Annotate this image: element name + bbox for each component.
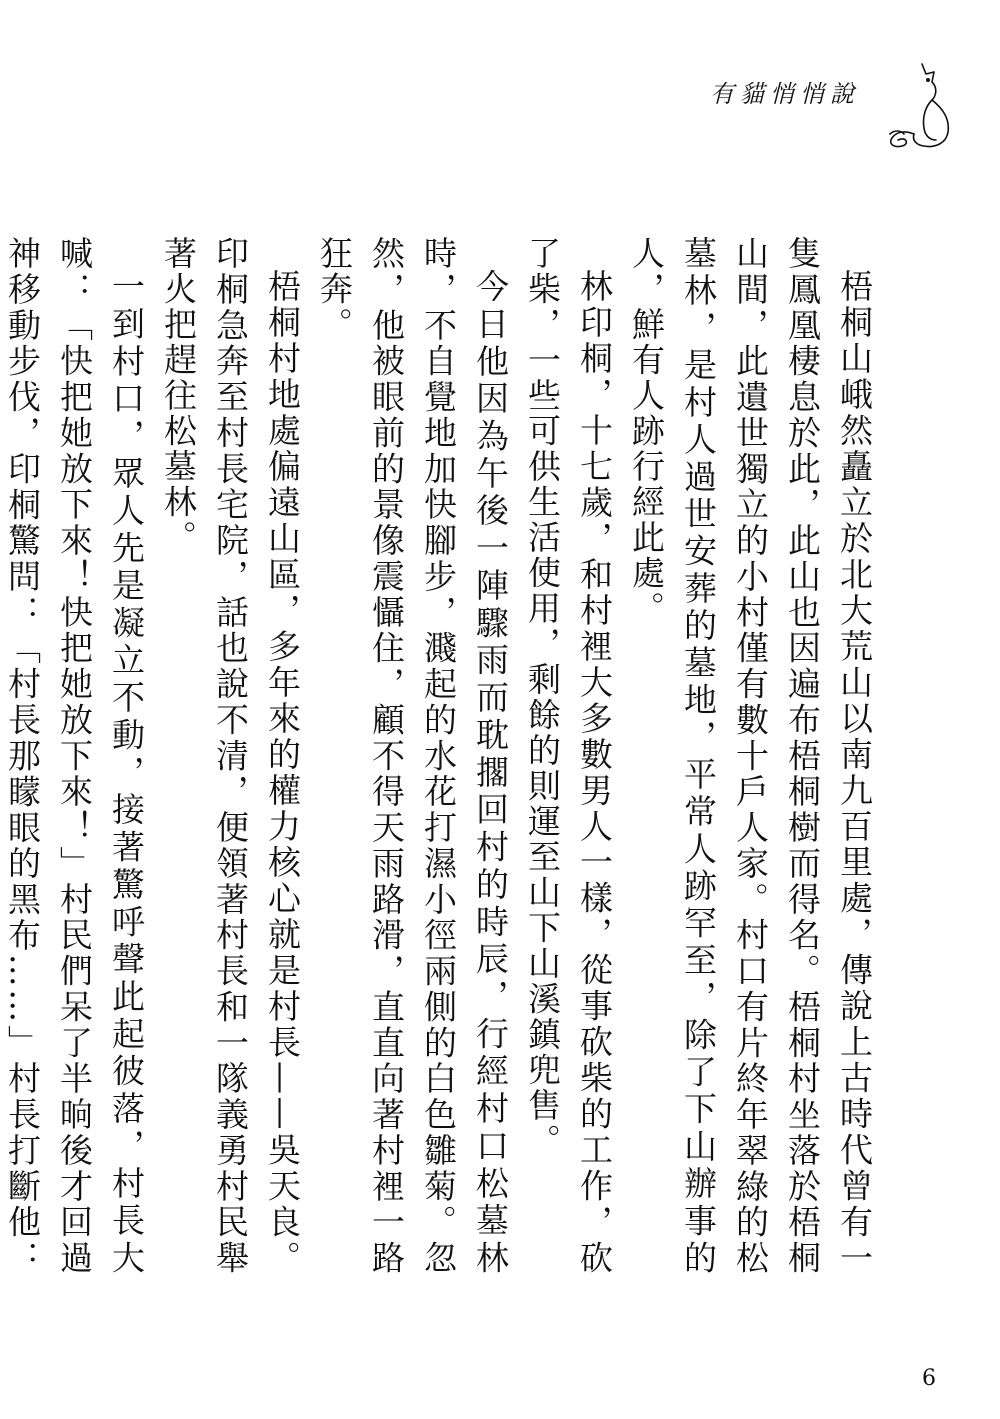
cat-outline-icon [882,60,960,150]
running-header [700,60,960,150]
paragraph: 梧桐山峨然矗立於北大荒山以南九百里處，傳說上古時代曾有一隻鳳凰棲息於此，此山也因遍布梧桐樹而得名。梧桐村坐落於梧桐山間，此遺世獨立的小村僅有數十戶人家。村口有片終年翠綠的松墓林，是村人過世安葬的墓地，平常人跡罕至，除了下山辦事的人，鮮有人跡行經此處。 [627,236,874,1276]
paragraph: 一到村口，眾人先是凝立不動，接著驚呼聲此起彼落，村長大喊：「快把她放下來！快把她放下來！」村民們呆了半晌後才回過神移動步伐，印桐驚問：「村長那矇眼的黑布……」村長打斷他： [3,236,146,1276]
page-number: 6 [922,1366,936,1391]
paragraph: 林印桐，十七歲，和村裡大多數男人一樣，從事砍柴的工作，砍了柴，一些可供生活使用，剩餘的則運至山下山溪鎮兜售。 [523,236,614,1276]
book-title: 有貓悄悄說 [710,80,860,108]
vertical-body-text [3,236,880,1276]
paragraph: 今日他因為午後一陣驟雨而耽擱回村的時辰，行經村口松墓林時，不自覺地加快腳步，濺起的水花打濕小徑兩側的白色雛菊。忽然，他被眼前的景像震懾住，顧不得天雨路滑，直直向著村裡一路狂奔。 [315,236,510,1276]
paragraph: 梧桐村地處偏遠山區，多年來的權力核心就是村長——吳天良。印桐急奔至村長宅院，話也說不清，便領著村長和一隊義勇村民舉著火把趕往松墓林。 [159,236,302,1276]
